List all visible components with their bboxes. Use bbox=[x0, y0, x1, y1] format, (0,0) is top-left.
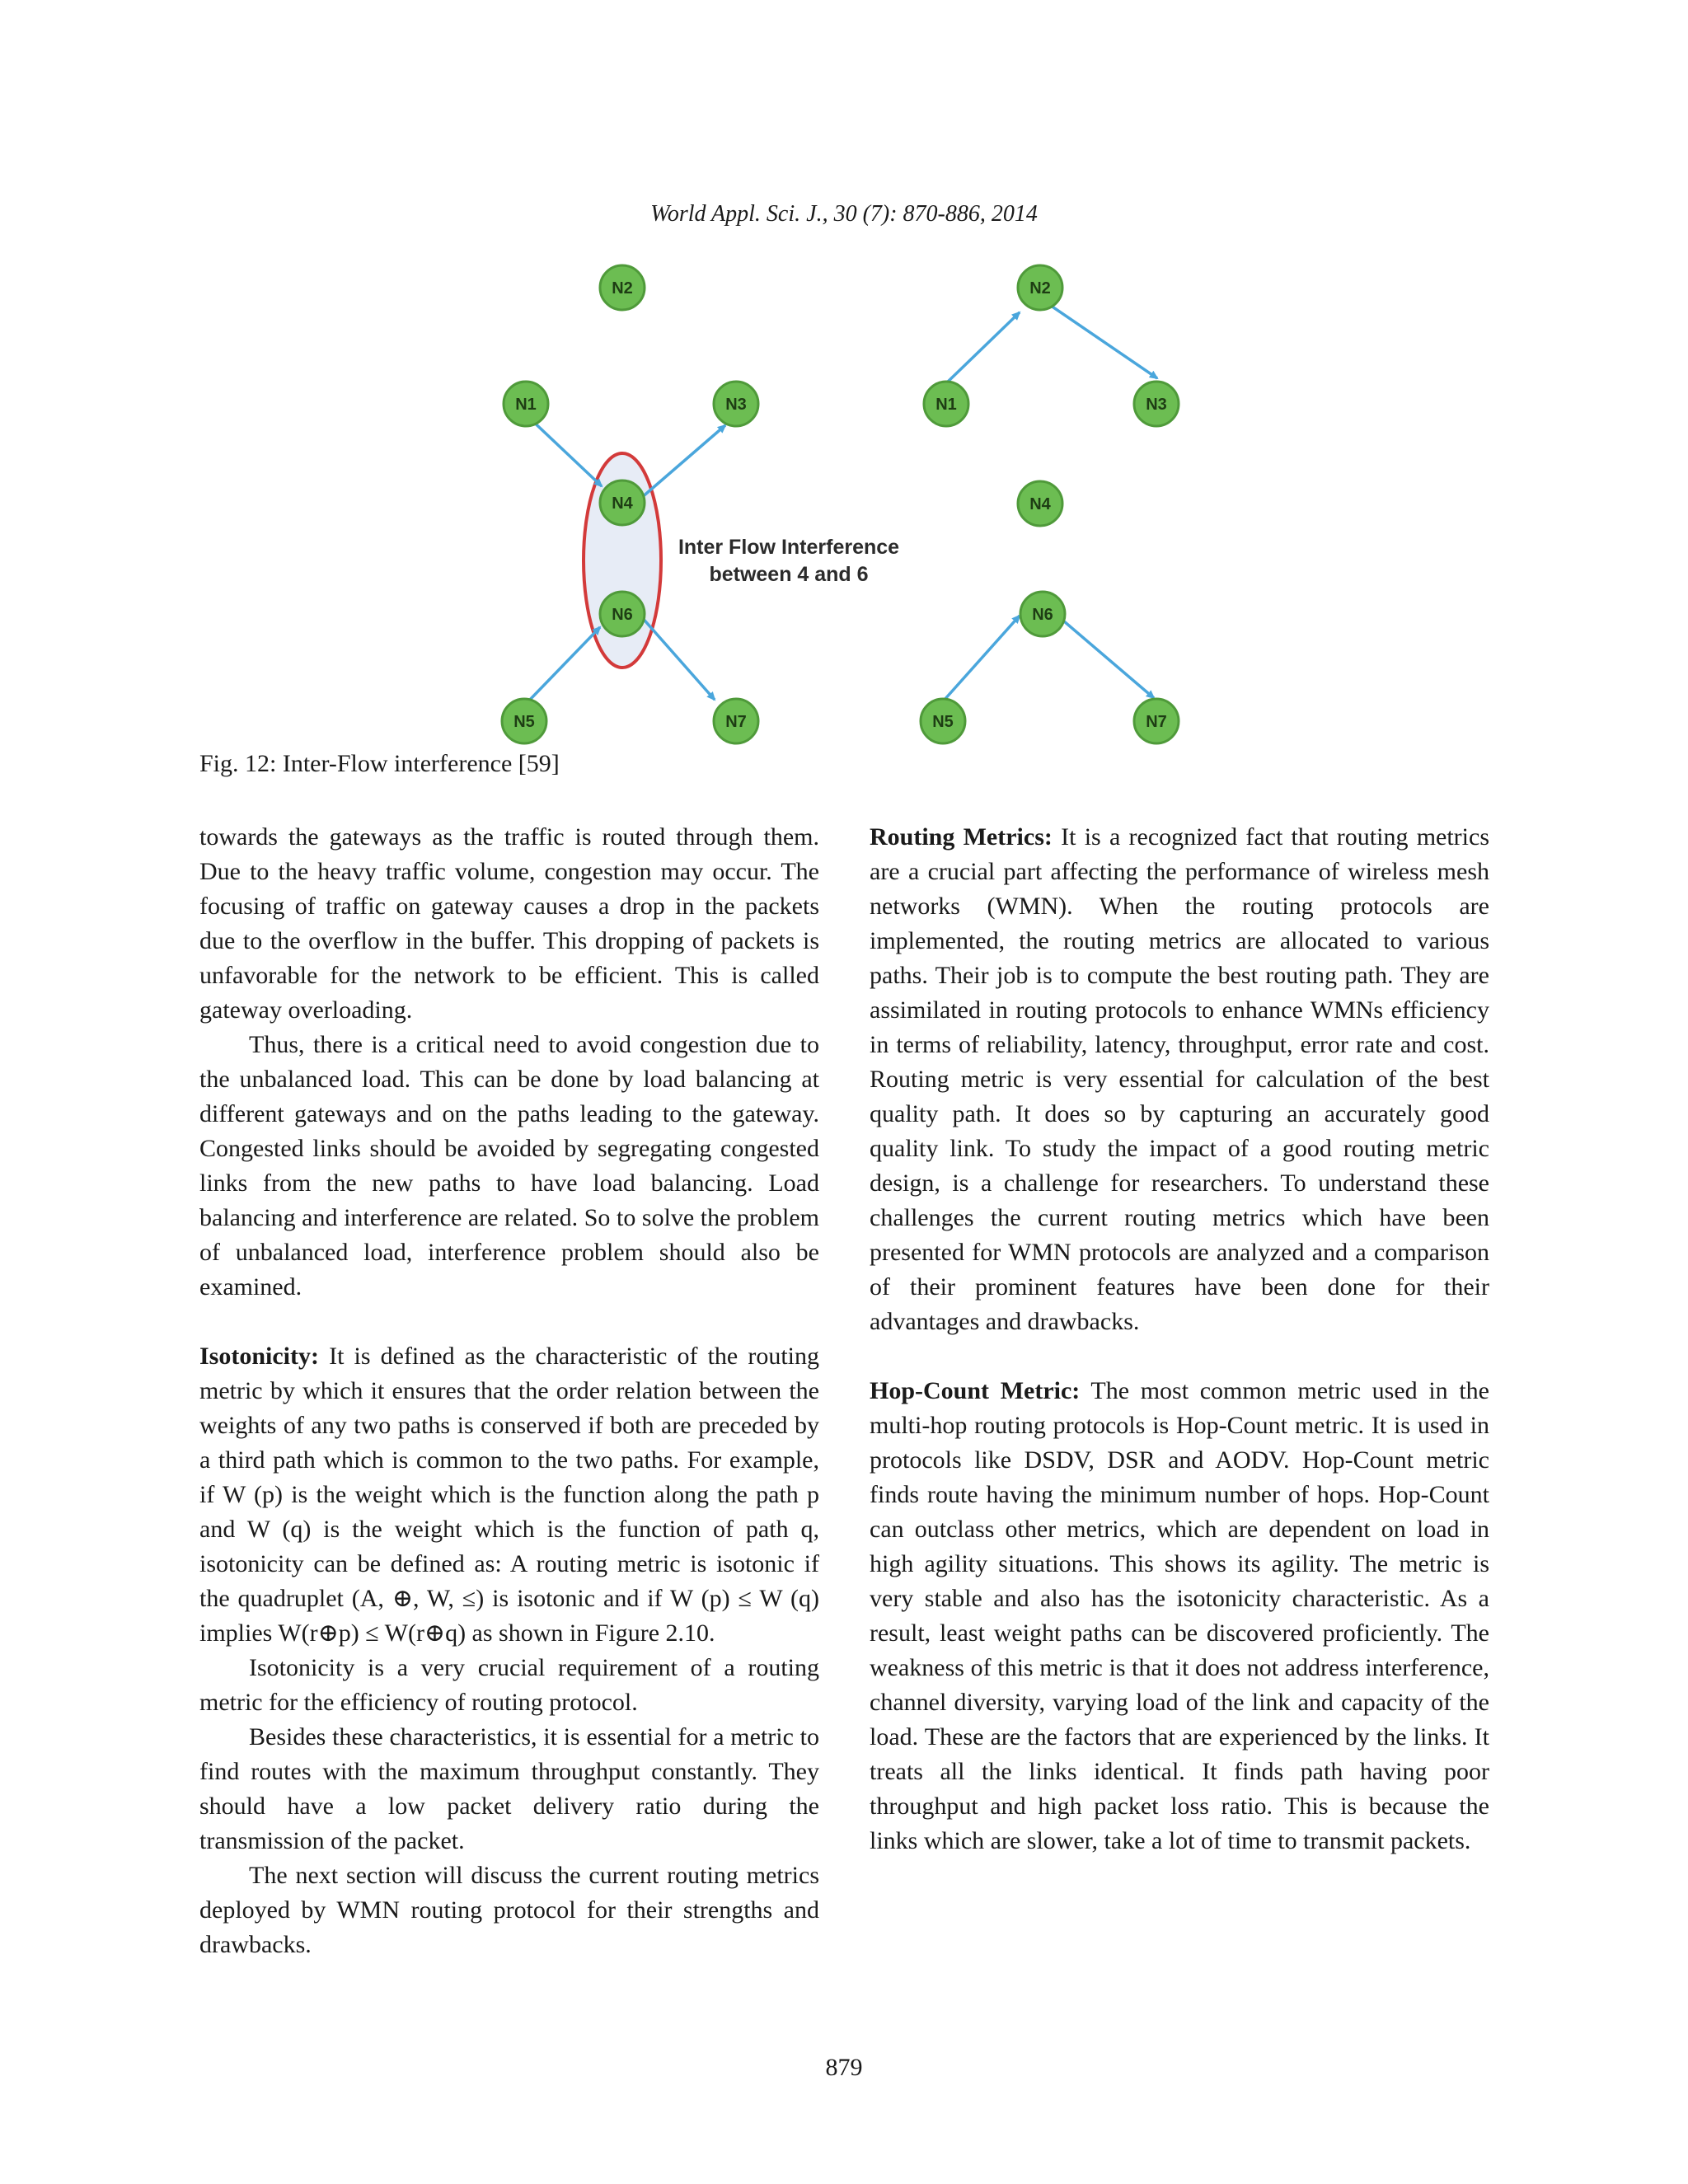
right-column bbox=[870, 820, 1489, 1858]
hop-count-text: The most common metric used in the multi-hop routing protocols is Hop-Count metric. It is used in protocols like DSDV, DSR and AODV. Hop-Count metric finds route having the minimum number of hops. Hop-Count can outclass other metrics, which are dependent on load in high agility situations. This shows its agility. The metric is very stable and also has the isotonicity characteristic. As a result, least weight paths can be discovered proficiently. The weakness of this metric is that it does not address interference, channel diversity, varying load of the link and capacity of the load. These are the factors that are experienced by the links. It treats all the links identical. It finds path having poor throughput and high packet loss ratio. This is because the links which are slower, take a lot of time to transmit packets. bbox=[870, 1377, 1489, 1854]
routing-metrics-paragraph bbox=[870, 820, 1489, 1339]
node-left-n2 bbox=[600, 265, 645, 310]
node-right-n2 bbox=[1018, 265, 1062, 310]
svg-text:N3: N3 bbox=[1146, 396, 1167, 414]
hop-count-heading: Hop-Count Metric: bbox=[870, 1377, 1081, 1404]
node-right-n3 bbox=[1134, 382, 1179, 426]
svg-text:N1: N1 bbox=[515, 396, 537, 414]
node-left-n3 bbox=[714, 382, 758, 426]
left-paragraph-2: Thus, there is a critical need to avoid congestion due to the unbalanced load. This can be done by load balancing at different gateways and on the paths leading to the gateway. Congested links should be avoided by segregating congested links from the new paths to have load balancing. Load balancing and interference are related. So to solve the problem of unbalanced load, interference problem should also be examined. bbox=[199, 1031, 819, 1301]
figure-inter-flow-interference bbox=[478, 251, 1220, 754]
edge-n6-n7 bbox=[640, 616, 715, 700]
svg-text:N7: N7 bbox=[1146, 713, 1167, 731]
edge-n4-n3 bbox=[640, 425, 725, 499]
svg-text:N4: N4 bbox=[1029, 495, 1051, 513]
figure-caption: Fig. 12: Inter-Flow interference [59] bbox=[199, 750, 560, 777]
svg-text:N5: N5 bbox=[932, 713, 954, 731]
edge-n5-n6 bbox=[528, 627, 600, 702]
svg-text:N2: N2 bbox=[1029, 279, 1051, 298]
isotonicity-text: It is defined as the characteristic of the routing metric by which it ensures that the order relation between the weights of any two paths is conserved if both are preceded by a third path which is common to the two paths. For example, if W (p) is the weight which is the function along the path p and W (q) is the weight which is the function of path q, isotonicity can be defined as: A routing metric is isotonic if the quadruplet (A, ⊕, W, ≤) is isotonic and if W (p) ≤ W (q) implies W(r⊕p) ≤ W(r⊕q) as shown in Figure 2.10. bbox=[199, 1343, 819, 1647]
node-left-n1 bbox=[504, 382, 548, 426]
node-left-n7 bbox=[714, 699, 758, 743]
svg-text:N7: N7 bbox=[725, 713, 747, 731]
isotonicity-heading: Isotonicity: bbox=[199, 1343, 319, 1370]
page-number: 879 bbox=[825, 2054, 863, 2081]
routing-metrics-text: It is a recognized fact that routing metrics are a crucial part affecting the performance of wireless mesh networks (WMN). When the routing protocols are implemented, the routing metrics are allocated to various paths. Their job is to compute the best routing path. They are assimilated in routing protocols to enhance WMNs efficiency in terms of reliability, latency, throughput, error rate and cost. Routing metric is very essential for calculation of the best quality path. It does so by capturing an accurately good quality link. To study the impact of a good routing metric design, is a challenge for researchers. To understand these challenges the current routing metrics which have been presented for WMN protocols are analyzed and a comparison of their prominent features have been done for their advantages and drawbacks. bbox=[870, 823, 1490, 1335]
node-right-n5 bbox=[921, 699, 965, 743]
edge-n1-n4 bbox=[528, 416, 602, 486]
network-diagram bbox=[478, 251, 1220, 754]
svg-text:N5: N5 bbox=[513, 713, 535, 731]
node-left-n6 bbox=[600, 592, 645, 636]
left-column bbox=[199, 820, 819, 1962]
hop-count-paragraph bbox=[870, 1374, 1489, 1858]
svg-text:N3: N3 bbox=[725, 396, 747, 414]
node-right-n1 bbox=[924, 382, 968, 426]
left-paragraph-4: Isotonicity is a very crucial requirement of a routing metric for the efficiency of routing protocol. bbox=[199, 1654, 819, 1716]
isotonicity-paragraph bbox=[199, 1339, 819, 1651]
edge-r-n1-n2 bbox=[946, 312, 1020, 383]
svg-text:N4: N4 bbox=[612, 494, 633, 513]
journal-header: World Appl. Sci. J., 30 (7): 870-886, 2014 bbox=[650, 201, 1038, 227]
svg-text:N6: N6 bbox=[612, 606, 633, 624]
left-paragraph-5: Besides these characteristics, it is essential for a metric to find routes with the maximum throughput constantly. They should have a low packet delivery ratio during the transmission of the packet. bbox=[199, 1723, 819, 1854]
left-paragraph-1: towards the gateways as the traffic is routed through them. Due to the heavy traffic volume, congestion may occur. The focusing of traffic on gateway causes a drop in the packets due to the overflow in the buffer. This dropping of packets is unfavorable for the network to be efficient. This is called gateway overloading. bbox=[199, 823, 819, 1024]
annotation-line-1: Inter Flow Interference bbox=[678, 536, 900, 559]
svg-text:N1: N1 bbox=[935, 396, 957, 414]
svg-text:N6: N6 bbox=[1032, 606, 1053, 624]
annotation-line-2: between 4 and 6 bbox=[709, 563, 869, 586]
node-left-n5 bbox=[502, 699, 546, 743]
svg-text:N2: N2 bbox=[612, 279, 633, 298]
node-right-n6 bbox=[1020, 592, 1065, 636]
edge-r-n5-n6 bbox=[944, 616, 1020, 701]
node-right-n4 bbox=[1018, 481, 1062, 526]
node-right-n7 bbox=[1134, 699, 1179, 743]
routing-metrics-heading: Routing Metrics: bbox=[870, 823, 1053, 851]
node-left-n4 bbox=[600, 480, 645, 525]
edge-r-n2-n3 bbox=[1040, 298, 1157, 378]
left-paragraph-6: The next section will discuss the current routing metrics deployed by WMN routing protocol for their strengths and drawbacks. bbox=[199, 1862, 819, 1958]
